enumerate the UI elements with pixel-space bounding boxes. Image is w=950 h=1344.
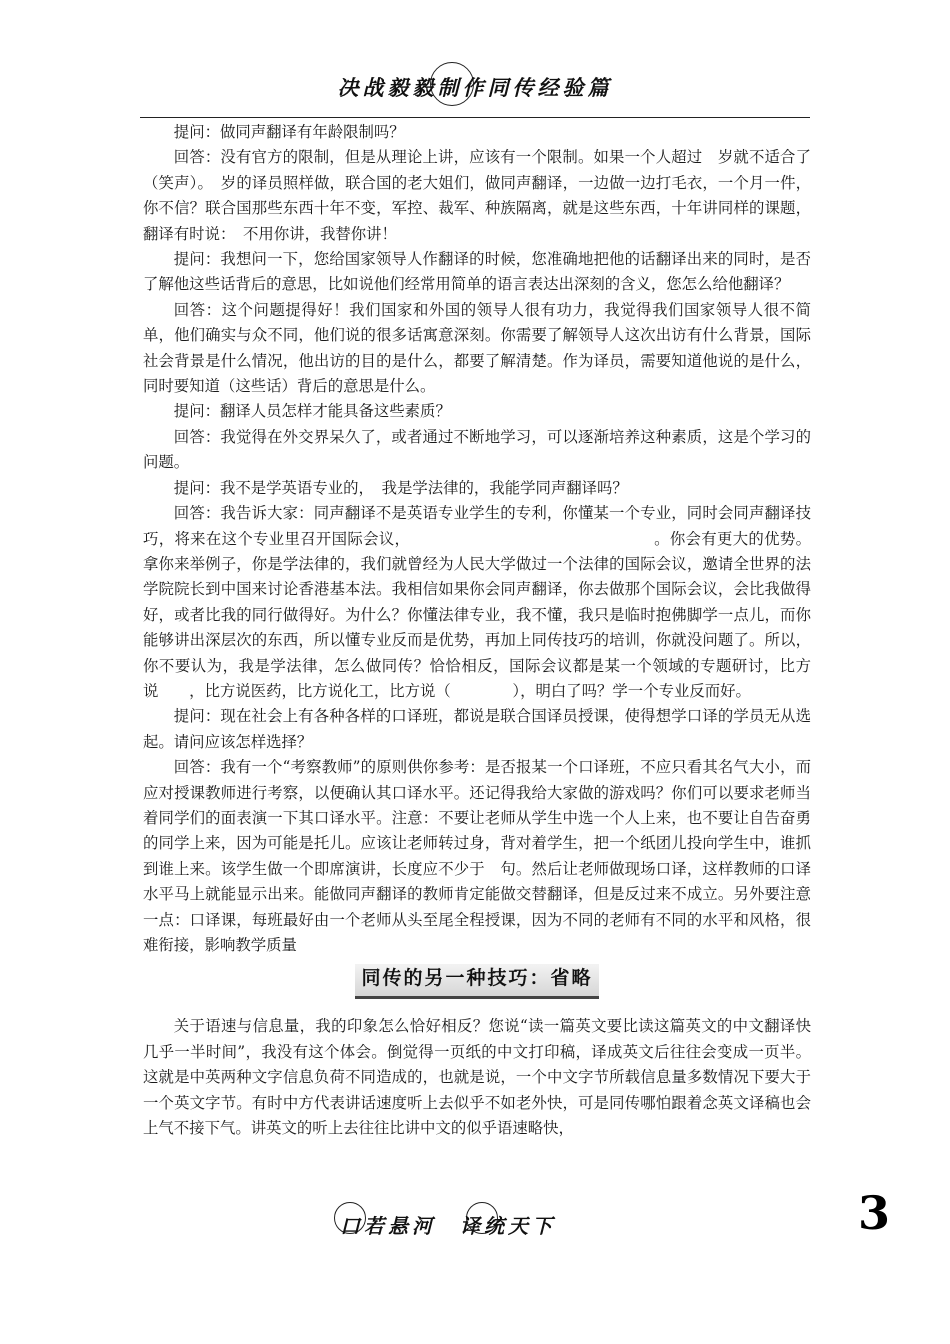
page-header [140,62,810,118]
page-footer [340,1198,600,1238]
paragraph-q4: 提问：我不是学英语专业的， 我是学法律的，我能学同声翻译吗？ [173,478,628,497]
section-heading-text: 同传的另一种技巧：省略 [355,964,598,998]
header-rule [140,117,810,118]
paragraph-a2: 回答：这个问题提得好！我们国家和外国的领导人很有功力，我觉得我们国家领导人很不简单，他们确实与众不同，他们说的很多话寓意深刻。你需要了解领导人这次出访有什么背景，国际社会背景是什么情况，他出访的目的是什么，都要了解清楚。作为译员，需要知道他说的是什么，同时要知道（这些话）背后的意思是什么。 [143,300,811,396]
paragraph-q1: 提问：做同声翻译有年龄限制吗？ [173,123,405,141]
paragraph-a3: 回答：我觉得在外交界呆久了，或者通过不断地学习，可以逐渐培养这种素质，这是个学习的问题。 [143,427,811,472]
paragraph-q5: 提问：现在社会上有各种各样的口译班，都说是联合国译员授课，使得想学口译的学员无从选起。请问应该怎样选择？ [143,707,811,751]
paragraph-a5: 回答：我有一个“考察教师”的原则供你参考：是否报某一个口译班，不应只看其名气大小，而应对授课教师进行考察，以便确认其口译水平。还记得我给大家做的游戏吗？你们可以要求老师当着同学们的面表演一下其口译水平。注意：不要让老师从学生中选一个人上来，也不要让自告奋勇的同学上来，因为可能是托儿。应该让老师转过身，背对着学生，把一个纸团儿投向学生中，谁抓到谁上来。该学生做一个即席演讲，长度应不少于 句。然后让老师做现场口译，这样教师的口译水平马上就能显示出来。能做同声翻译的教师肯定能做交替翻译，但是反过来不成立。另外要注意一点：口译课，每班最好由一个老师从头至尾全程授课，因为不同的老师有不同的水平和风格，很难衔接，影响教学质量 [143,758,811,954]
paragraph-a4: 回答：我告诉大家：同声翻译不是英语专业学生的专利，你懂某一个专业，同时会同声翻译技巧，将来在这个专业里召开国际会议， 。你会有更大的优势。拿你来举例子，你是学法律的，我们就曾经为人民大学做过一个法律的国际会议，邀请全世界的法学院院长到中国来讨论香港基本法。我相信如果你会同声翻译，你去做那个国际会议，会比我做得好，或者比我的同行做得好。为什么？你懂法律专业，我不懂，我只是临时抱佛脚学一点儿，而你能够讲出深层次的东西，所以懂专业反而是优势，再加上同传技巧的培训，你就没问题了。所以，你不要认为，我是学法律，怎么做同传？恰恰相反，国际会议都是某一个领域的专题研讨，比方说 ，比方说医药，比方说化工，比方说（ ），明白了吗？学一个专业反而好。 [143,504,811,700]
section-heading [143,964,811,1002]
header-title: 决战毅毅制作同传经验篇 [337,76,613,100]
paragraph-q2: 提问：我想问一下，您给国家领导人作翻译的时候，您准确地把他的话翻译出来的同时，是否了解他这些话背后的意思，比如说他们经常用简单的语言表达出深刻的含义，您怎么给他翻译？ [143,250,811,294]
paragraph-section2: 关于语速与信息量，我的印象怎么恰好相反？您说“读一篇英文要比读这篇英文的中文翻译快几乎一半时间”，我没有这个体会。倒觉得一页纸的中文打印稿，译成英文后往往会变成一页半。这就是中英两种文字信息负荷不同造成的，也就是说，一个中文字节所载信息量多数情况下要大于一个英文字节。有时中方代表讲话速度听上去似乎不如老外快，可是同传哪怕跟着念英文译稿也会上气不接下气。讲英文的听上去往往比讲中文的似乎语速略快， [143,1017,811,1138]
paragraph-a1: 回答：没有官方的限制，但是从理论上讲，应该有一个限制。如果一个人超过 岁就不适合了（笑声）。 岁的译员照样做，联合国的老大姐们，做同声翻译，一边做一边打毛衣，一个月一件，你不信？联合国那些东西十年不变，军控、裁军、种族隔离，就是这些东西，十年讲同样的课题，翻译有时说： 不用你讲，我替你讲！ [143,148,811,243]
page-number: 3 [858,1186,891,1240]
paragraph-q3: 提问：翻译人员怎样才能具备这些素质？ [173,402,451,421]
article-body [143,120,811,1141]
footer-motto: 口若悬河 译统天下 [340,1214,556,1238]
